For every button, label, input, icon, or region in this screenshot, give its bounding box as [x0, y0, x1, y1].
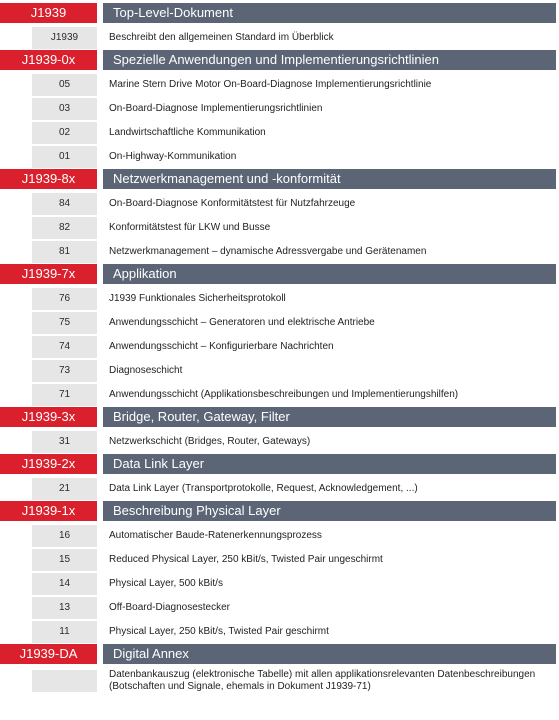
- document-number: 75: [32, 312, 97, 334]
- section-code-badge: J1939-7x: [0, 264, 97, 284]
- section-title: Beschreibung Physical Layer: [103, 501, 556, 521]
- document-description: Datenbankauszug (elektronische Tabelle) mit allen applikationsrelevanten Datenbeschreibungen (Botschaften und Signale, ehemals in Dokument J1939-71): [109, 669, 536, 692]
- section-code-badge: J1939: [0, 3, 97, 23]
- list-item: [0, 121, 559, 145]
- section-j1939-3x: [0, 407, 559, 454]
- list-item: [0, 667, 559, 695]
- section-j1939-da: [0, 644, 559, 695]
- section-title: Digital Annex: [103, 644, 556, 664]
- document-number: 81: [32, 241, 97, 263]
- list-item: [0, 359, 559, 383]
- document-description: Landwirtschaftliche Kommunikation: [109, 127, 266, 138]
- document-description: Diagnoseschicht: [109, 365, 183, 376]
- document-description: Beschreibt den allgemeinen Standard im Überblick: [109, 32, 334, 43]
- list-item: [0, 335, 559, 359]
- document-description: Reduced Physical Layer, 250 kBit/s, Twisted Pair ungeschirmt: [109, 554, 383, 565]
- document-description: Marine Stern Drive Motor On-Board-Diagnose Implementierungsrichtlinie: [109, 79, 432, 90]
- list-item: [0, 596, 559, 620]
- document-number: J1939: [32, 27, 97, 49]
- document-description: Netzwerkmanagement – dynamische Adressvergabe und Gerätenamen: [109, 246, 427, 257]
- list-item: [0, 383, 559, 407]
- document-number: [32, 670, 97, 692]
- section-code-badge: J1939-3x: [0, 407, 97, 427]
- section-header: [0, 264, 559, 284]
- list-item: [0, 26, 559, 50]
- list-item: [0, 572, 559, 596]
- document-description: Netzwerkschicht (Bridges, Router, Gateways): [109, 436, 311, 447]
- section-title: Applikation: [103, 264, 556, 284]
- document-description: Data Link Layer (Transportprotokolle, Request, Acknowledgement, ...): [109, 483, 418, 494]
- document-number: 02: [32, 122, 97, 144]
- section-header: [0, 501, 559, 521]
- document-number: 74: [32, 336, 97, 358]
- document-number: 15: [32, 549, 97, 571]
- section-code-badge: J1939-8x: [0, 169, 97, 189]
- list-item: [0, 311, 559, 335]
- list-item: [0, 192, 559, 216]
- section-j1939-7x: [0, 264, 559, 407]
- section-title: Top-Level-Dokument: [103, 3, 556, 23]
- document-number: 82: [32, 217, 97, 239]
- section-code-badge: J1939-0x: [0, 50, 97, 70]
- document-description: Konformitätstest für LKW und Busse: [109, 222, 271, 233]
- document-number: 84: [32, 193, 97, 215]
- document-number: 14: [32, 573, 97, 595]
- document-description: Anwendungsschicht – Konfigurierbare Nachrichten: [109, 341, 334, 352]
- section-j1939: [0, 3, 559, 50]
- list-item: [0, 216, 559, 240]
- section-header: [0, 407, 559, 427]
- document-description: On-Board-Diagnose Implementierungsrichtlinien: [109, 103, 323, 114]
- document-number: 21: [32, 478, 97, 500]
- section-title: Bridge, Router, Gateway, Filter: [103, 407, 556, 427]
- list-item: [0, 145, 559, 169]
- list-item: [0, 73, 559, 97]
- section-code-badge: J1939-DA: [0, 644, 97, 664]
- section-header: [0, 169, 559, 189]
- section-code-badge: J1939-2x: [0, 454, 97, 474]
- document-number: 73: [32, 360, 97, 382]
- list-item: [0, 430, 559, 454]
- section-j1939-2x: [0, 454, 559, 501]
- document-number: 71: [32, 384, 97, 406]
- section-j1939-0x: [0, 50, 559, 169]
- document-number: 05: [32, 74, 97, 96]
- document-number: 76: [32, 288, 97, 310]
- section-title: Data Link Layer: [103, 454, 556, 474]
- document-description: Physical Layer, 500 kBit/s: [109, 578, 223, 589]
- document-description: Physical Layer, 250 kBit/s, Twisted Pair geschirmt: [109, 626, 329, 637]
- list-item: [0, 287, 559, 311]
- section-header: [0, 454, 559, 474]
- section-j1939-1x: [0, 501, 559, 644]
- section-code-badge: J1939-1x: [0, 501, 97, 521]
- list-item: [0, 477, 559, 501]
- section-header: [0, 3, 559, 23]
- list-item: [0, 524, 559, 548]
- document-description: On-Highway-Kommunikation: [109, 151, 237, 162]
- document-number: 13: [32, 597, 97, 619]
- document-description: On-Board-Diagnose Konformitätstest für Nutzfahrzeuge: [109, 198, 356, 209]
- document-description: Anwendungsschicht (Applikationsbeschreibungen und Implementierungshilfen): [109, 389, 459, 400]
- list-item: [0, 620, 559, 644]
- document-description: Off-Board-Diagnosestecker: [109, 602, 230, 613]
- list-item: [0, 97, 559, 121]
- document-number: 31: [32, 431, 97, 453]
- document-number: 01: [32, 146, 97, 168]
- document-description: Automatischer Baude-Ratenerkennungsprozess: [109, 530, 322, 541]
- document-number: 03: [32, 98, 97, 120]
- list-item: [0, 548, 559, 572]
- document-number: 11: [32, 621, 97, 643]
- section-title: Spezielle Anwendungen und Implementierungsrichtlinien: [103, 50, 556, 70]
- document-description: J1939 Funktionales Sicherheitsprotokoll: [109, 293, 286, 304]
- section-title: Netzwerkmanagement und -konformität: [103, 169, 556, 189]
- document-number: 16: [32, 525, 97, 547]
- list-item: [0, 240, 559, 264]
- document-description: Anwendungsschicht – Generatoren und elektrische Antriebe: [109, 317, 375, 328]
- section-header: [0, 50, 559, 70]
- section-header: [0, 644, 559, 664]
- section-j1939-8x: [0, 169, 559, 264]
